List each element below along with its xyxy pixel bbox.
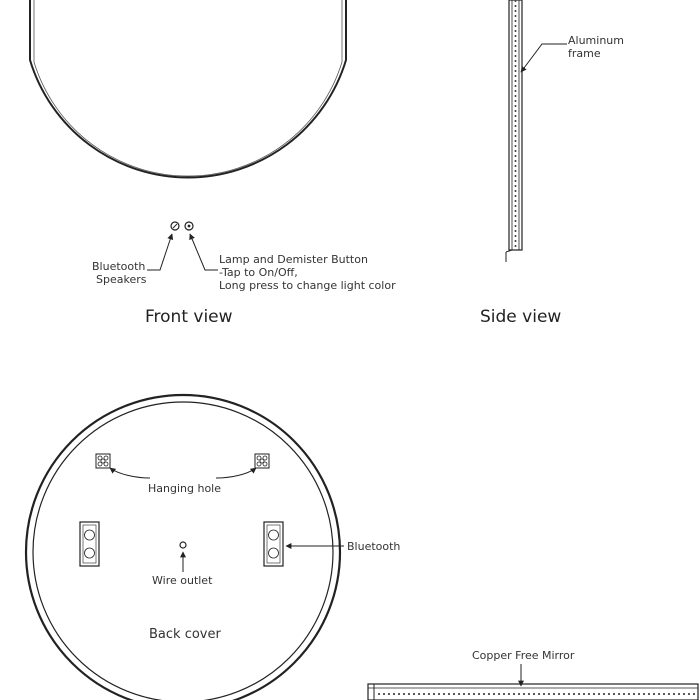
hanging-hole-right-leader bbox=[216, 468, 256, 478]
hanging-hole-right-icon bbox=[255, 454, 269, 468]
hanging-hole-left-leader bbox=[110, 468, 150, 478]
hanging-hole-label: Hanging hole bbox=[148, 482, 221, 495]
front-mirror-outline bbox=[30, 0, 346, 177]
mirror-label: Copper Free Mirror bbox=[472, 649, 575, 662]
wire-outlet-label: Wire outlet bbox=[152, 574, 213, 587]
front-view bbox=[30, 0, 346, 270]
bluetooth-module-left-icon bbox=[80, 522, 99, 566]
back-view bbox=[26, 395, 344, 700]
wire-outlet-icon bbox=[180, 542, 186, 548]
button-label-line3: Long press to change light color bbox=[219, 279, 396, 292]
speaker-leader bbox=[147, 234, 172, 270]
bluetooth-module-right-icon bbox=[264, 522, 283, 566]
speakers-label-line2: Speakers bbox=[96, 273, 147, 286]
bluetooth-label: Bluetooth bbox=[347, 540, 401, 553]
frame-label-line2: frame bbox=[568, 47, 601, 60]
section-view bbox=[368, 664, 698, 700]
button-leader bbox=[190, 234, 218, 270]
section-mirror bbox=[368, 684, 698, 700]
side-view-caption: Side view bbox=[480, 307, 562, 327]
button-label-line2: -Tap to On/Off, bbox=[219, 266, 298, 279]
front-view-caption: Front view bbox=[145, 307, 233, 327]
frame-leader bbox=[521, 44, 567, 72]
button-label-line1: Lamp and Demister Button bbox=[219, 253, 368, 266]
side-view bbox=[506, 0, 567, 262]
speakers-label-line1: Bluetooth bbox=[92, 260, 146, 273]
back-cover-label: Back cover bbox=[149, 627, 221, 642]
front-mirror-inner bbox=[34, 0, 342, 176]
back-inner-rim bbox=[33, 402, 333, 700]
button-icon bbox=[185, 222, 193, 230]
frame-label-line1: Aluminum bbox=[568, 34, 624, 47]
speaker-icon bbox=[171, 222, 179, 230]
hanging-hole-left-icon bbox=[96, 454, 110, 468]
